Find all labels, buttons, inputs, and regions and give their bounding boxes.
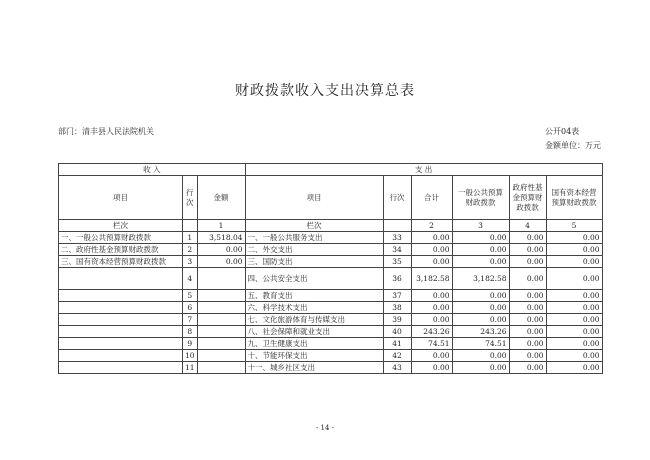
table-row	[59, 314, 603, 326]
page-number: - 14 -	[315, 424, 335, 432]
state-capital-header: 国有资本经营预算财政拨款	[546, 176, 602, 220]
state-capital-amount: 0.00	[546, 302, 602, 314]
income-item: 一、一般公共预算财政拨款	[59, 232, 183, 244]
table-row	[59, 268, 603, 290]
income-item: 三、国有资本经营预算财政拨款	[59, 256, 183, 268]
expense-row-no: 42	[383, 350, 411, 362]
income-amount	[197, 314, 245, 326]
expense-item: 四、公共安全支出	[245, 268, 383, 290]
income-amount	[197, 350, 245, 362]
income-col-label: 栏次	[59, 220, 183, 232]
total-amount: 243.26	[411, 326, 452, 338]
table-row	[59, 362, 603, 374]
total-amount: 0.00	[411, 290, 452, 302]
state-capital-amount: 0.00	[546, 350, 602, 362]
total-amount: 0.00	[411, 362, 452, 374]
expense-row-no: 37	[383, 290, 411, 302]
state-capital-amount: 0.00	[546, 268, 602, 290]
section-header-row	[59, 164, 603, 176]
page-title: 财政拨款收入支出决算总表	[235, 83, 415, 99]
table-row	[59, 290, 603, 302]
general-budget-header: 一般公共预算财政拨款	[452, 176, 509, 220]
income-item	[59, 290, 183, 302]
table-row	[59, 256, 603, 268]
state-capital-amount: 0.00	[546, 314, 602, 326]
state-capital-amount: 0.00	[546, 290, 602, 302]
col-2: 2	[411, 220, 452, 232]
general-budget-amount: 0.00	[452, 350, 509, 362]
expense-row-no: 38	[383, 302, 411, 314]
gov-fund-amount: 0.00	[509, 338, 546, 350]
income-row-no: 4	[183, 268, 198, 290]
gov-fund-amount: 0.00	[509, 362, 546, 374]
income-row-no: 9	[183, 338, 198, 350]
table-row	[59, 326, 603, 338]
department-label: 部门：清丰县人民法院机关	[58, 127, 154, 136]
gov-fund-amount: 0.00	[509, 244, 546, 256]
col-4: 4	[509, 220, 546, 232]
income-row-no-header: 行次	[183, 176, 198, 220]
income-item: 二、政府性基金预算财政拨款	[59, 244, 183, 256]
total-amount: 0.00	[411, 232, 452, 244]
gov-fund-amount: 0.00	[509, 268, 546, 290]
income-row-no: 3	[183, 256, 198, 268]
table-row	[59, 338, 603, 350]
income-item	[59, 350, 183, 362]
expense-row-no: 41	[383, 338, 411, 350]
general-budget-amount: 0.00	[452, 302, 509, 314]
income-amount	[197, 290, 245, 302]
expense-col-label: 栏次	[245, 220, 383, 232]
income-amount	[197, 326, 245, 338]
expense-item-header: 项目	[245, 176, 383, 220]
income-row-no: 11	[183, 362, 198, 374]
expense-item: 九、卫生健康支出	[245, 338, 383, 350]
income-row-no: 7	[183, 314, 198, 326]
state-capital-amount: 0.00	[546, 244, 602, 256]
expense-item: 一、一般公共服务支出	[245, 232, 383, 244]
income-row-no: 2	[183, 244, 198, 256]
table-row	[59, 244, 603, 256]
column-header-row	[59, 176, 603, 220]
gov-fund-amount: 0.00	[509, 350, 546, 362]
table-row	[59, 232, 603, 244]
expense-item: 三、国防支出	[245, 256, 383, 268]
general-budget-amount: 0.00	[452, 314, 509, 326]
expense-item: 十一、城乡社区支出	[245, 362, 383, 374]
table-row	[59, 350, 603, 362]
state-capital-amount: 0.00	[546, 232, 602, 244]
col-5: 5	[546, 220, 602, 232]
state-capital-amount: 0.00	[546, 326, 602, 338]
expense-item: 十、节能环保支出	[245, 350, 383, 362]
total-amount: 3,182.58	[411, 268, 452, 290]
table-row	[59, 302, 603, 314]
expense-item: 八、社会保障和就业支出	[245, 326, 383, 338]
expense-header: 支 出	[245, 164, 602, 176]
total-amount: 74.51	[411, 338, 452, 350]
form-number: 公开04表	[545, 127, 580, 136]
general-budget-amount: 0.00	[452, 290, 509, 302]
expense-row-no: 40	[383, 326, 411, 338]
general-budget-amount: 0.00	[452, 362, 509, 374]
general-budget-amount: 3,182.58	[452, 268, 509, 290]
income-amount	[197, 302, 245, 314]
general-budget-amount: 243.26	[452, 326, 509, 338]
income-amount: 0.00	[197, 256, 245, 268]
income-amount: 3,518.04	[197, 232, 245, 244]
expense-row-no: 43	[383, 362, 411, 374]
gov-fund-header: 政府性基金预算财政拨款	[509, 176, 546, 220]
total-header: 合计	[411, 176, 452, 220]
budget-summary-table	[58, 163, 603, 374]
gov-fund-amount: 0.00	[509, 326, 546, 338]
expense-row-no: 35	[383, 256, 411, 268]
income-row-no: 8	[183, 326, 198, 338]
income-item	[59, 338, 183, 350]
income-amount-header: 金额	[197, 176, 245, 220]
state-capital-amount: 0.00	[546, 256, 602, 268]
income-item	[59, 302, 183, 314]
gov-fund-amount: 0.00	[509, 232, 546, 244]
income-row-no: 5	[183, 290, 198, 302]
gov-fund-amount: 0.00	[509, 290, 546, 302]
income-item	[59, 326, 183, 338]
expense-row-no: 36	[383, 268, 411, 290]
income-header: 收 入	[59, 164, 246, 176]
expense-row-no: 39	[383, 314, 411, 326]
total-amount: 0.00	[411, 350, 452, 362]
income-item	[59, 362, 183, 374]
amount-unit: 金额单位：万元	[545, 141, 601, 150]
state-capital-amount: 0.00	[546, 362, 602, 374]
income-item	[59, 268, 183, 290]
expense-row-no: 34	[383, 244, 411, 256]
income-item-header: 项目	[59, 176, 183, 220]
expense-item: 七、文化旅游体育与传媒支出	[245, 314, 383, 326]
total-amount: 0.00	[411, 302, 452, 314]
col-3: 3	[452, 220, 509, 232]
gov-fund-amount: 0.00	[509, 256, 546, 268]
column-index-row	[59, 220, 603, 232]
income-amount	[197, 338, 245, 350]
total-amount: 0.00	[411, 314, 452, 326]
general-budget-amount: 74.51	[452, 338, 509, 350]
income-amount	[197, 362, 245, 374]
expense-item: 二、外交支出	[245, 244, 383, 256]
gov-fund-amount: 0.00	[509, 314, 546, 326]
expense-item: 六、科学技术支出	[245, 302, 383, 314]
general-budget-amount: 0.00	[452, 232, 509, 244]
income-amount	[197, 268, 245, 290]
income-row-no: 1	[183, 232, 198, 244]
general-budget-amount: 0.00	[452, 256, 509, 268]
income-item	[59, 314, 183, 326]
expense-row-no: 33	[383, 232, 411, 244]
expense-item: 五、教育支出	[245, 290, 383, 302]
general-budget-amount: 0.00	[452, 244, 509, 256]
total-amount: 0.00	[411, 244, 452, 256]
income-row-no: 6	[183, 302, 198, 314]
income-amount: 0.00	[197, 244, 245, 256]
gov-fund-amount: 0.00	[509, 302, 546, 314]
income-col-1: 1	[197, 220, 245, 232]
expense-row-no-header: 行次	[383, 176, 411, 220]
income-row-no: 10	[183, 350, 198, 362]
state-capital-amount: 0.00	[546, 338, 602, 350]
total-amount: 0.00	[411, 256, 452, 268]
